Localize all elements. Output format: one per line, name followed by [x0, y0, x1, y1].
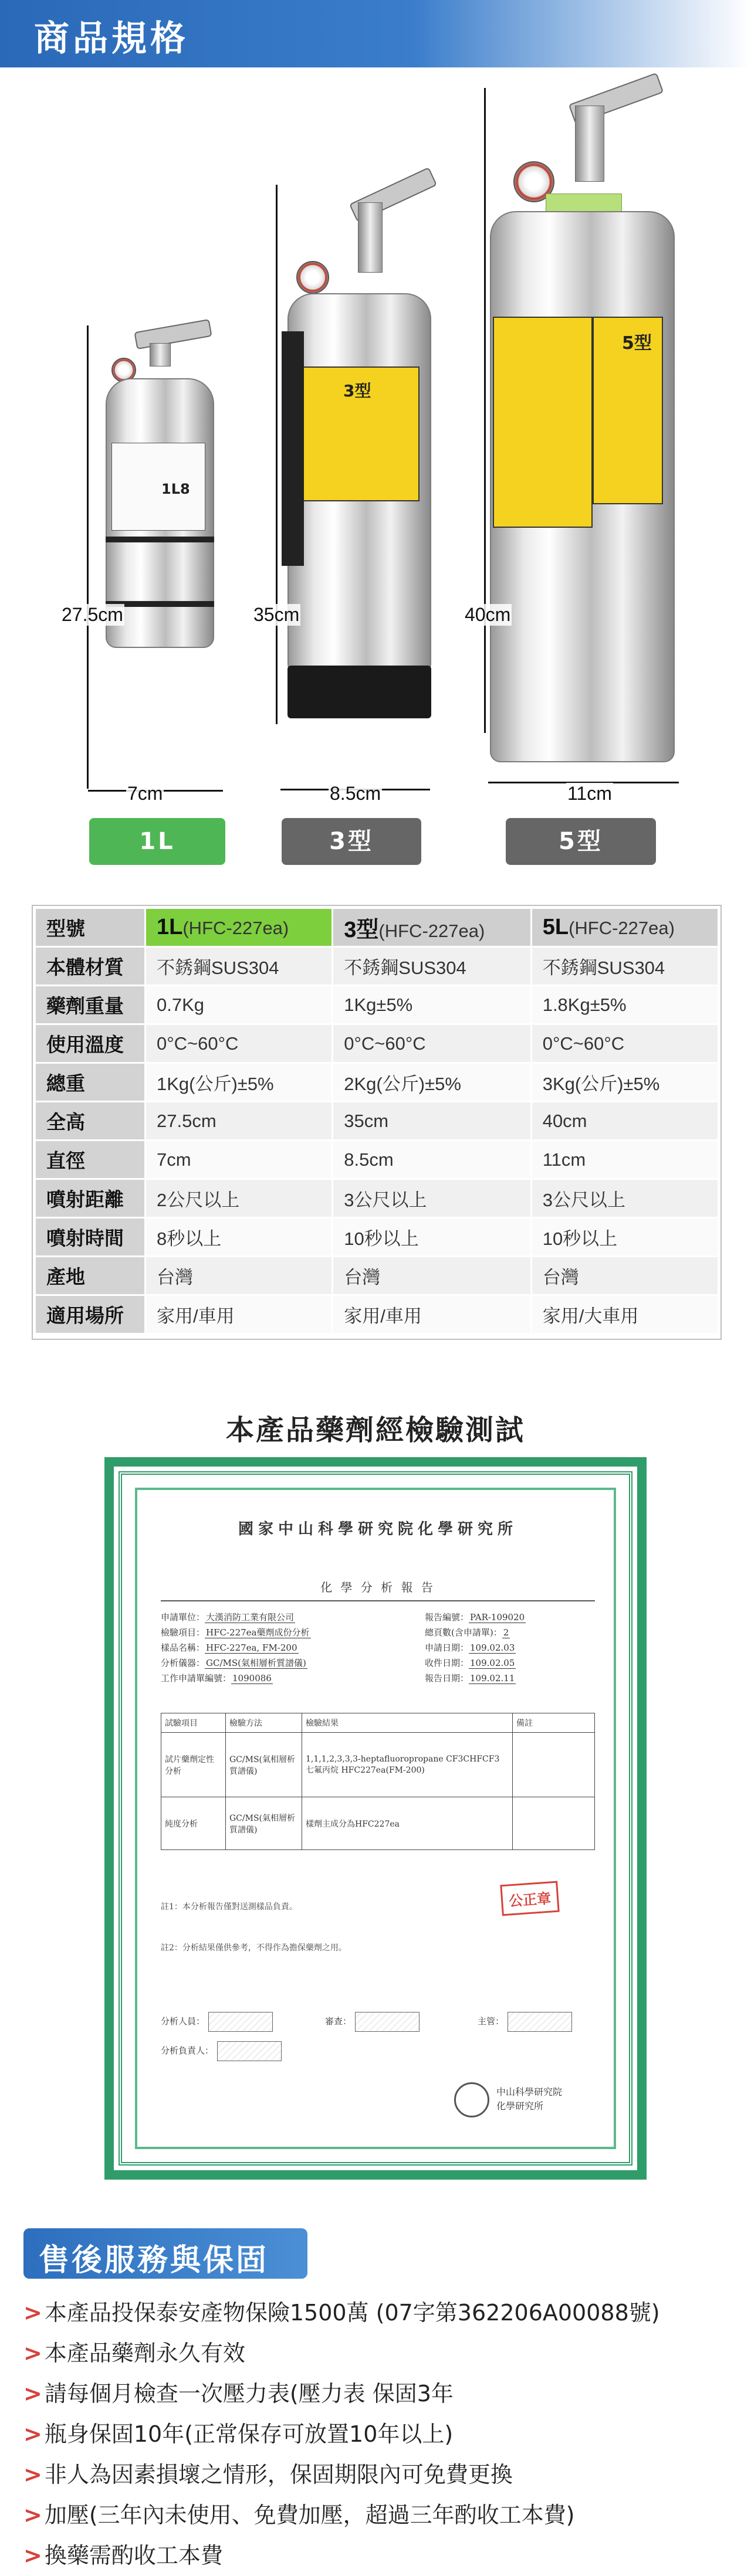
- cert-name: 樣品名稱： HFC-227ea, FM-200: [161, 1642, 297, 1653]
- cert-job: 工作申請單編號： 1090086: [161, 1673, 272, 1684]
- cert-applicant: 申請單位： 大漢消防工業有限公司: [161, 1612, 295, 1623]
- spec-header-banner: [0, 0, 751, 67]
- extinguisher-label-text: 3型: [343, 381, 371, 401]
- list-item: > 非人為因素損壞之情形，保固期限內可免費更換: [23, 2462, 513, 2487]
- chevron-right-icon: >: [23, 2421, 42, 2447]
- spec-table: [34, 907, 719, 1335]
- cert-note-1: 註1：本分析報告僅對送測樣品負責。: [161, 1902, 297, 1912]
- width-label-3: 8.5cm: [330, 783, 381, 804]
- model-button-3[interactable]: 3型: [282, 818, 421, 865]
- certificate-title: 本產品藥劑經檢驗測試: [225, 1414, 525, 1447]
- chevron-right-icon: >: [23, 2381, 42, 2407]
- extinguisher-1l-image: [88, 325, 223, 783]
- cert-org: 國家中山科學研究院化學研究所: [238, 1521, 517, 1538]
- height-label-3: 35cm: [253, 604, 300, 625]
- cert-pages: 總頁數(含申請單)： 2: [425, 1627, 509, 1638]
- cert-manager: 分析負責人：: [161, 2041, 282, 2061]
- list-item: > 加壓(三年內未使用、免費加壓，超過三年酌收工本費): [23, 2502, 575, 2528]
- cert-apply-date: 申請日期： 109.02.03: [425, 1642, 515, 1653]
- spec-row: 噴射距離 2公尺以上 3公尺以上 3公尺以上: [35, 1179, 719, 1218]
- height-label-5: 40cm: [465, 604, 511, 625]
- institute-emblem-icon: [454, 2082, 489, 2117]
- spec-model-row: [35, 908, 719, 947]
- after-sales-banner: [23, 2228, 307, 2279]
- cert-report-date: 報告日期： 109.02.11: [425, 1673, 515, 1684]
- spec-row: 藥劑重量 0.7Kg 1Kg±5% 1.8Kg±5%: [35, 986, 719, 1024]
- list-item: > 本產品藥劑永久有效: [23, 2340, 245, 2366]
- cert-emblem-dept: 化學研究所: [496, 2100, 544, 2112]
- cert-receive-date: 收件日期： 109.02.05: [425, 1658, 515, 1668]
- extinguisher-label-text: 5型: [622, 333, 652, 354]
- spec-model-1l: 1L(HFC-227ea): [146, 908, 333, 947]
- cert-note-2: 註2：分析結果僅供參考，不得作為擔保藥劑之用。: [161, 1943, 347, 1953]
- list-item: > 瓶身保固10年(正常保存可放置10年以上): [23, 2421, 454, 2447]
- spec-row: 本體材質 不銹鋼SUS304 不銹鋼SUS304 不銹鋼SUS304: [35, 947, 719, 986]
- pressure-gauge-icon: [296, 261, 329, 294]
- cert-emblem-org: 中山科學研究院: [496, 2086, 563, 2098]
- cert-result-table: 試驗項目 檢驗方法 檢驗結果 備註 試片藥劑定性分析 GC/MS(氣相層析質譜儀) 1,1,1,2,3,3,3-heptafluoropropane CF3CHFCF3 七氟丙烷 HFC227ea(FM-200) 純度分析 GC/MS(氣相層析質譜儀) 樣劑主成分為HFC227ea: [161, 1713, 595, 1850]
- width-label-5: 11cm: [567, 783, 612, 804]
- spec-model-5: 5L(HFC-227ea): [531, 908, 718, 947]
- after-sales-title: 售後服務與保固: [39, 2243, 269, 2278]
- spec-row: 適用場所 家用/車用 家用/車用 家用/大車用: [35, 1295, 719, 1334]
- model-button-1l[interactable]: 1L: [89, 818, 225, 865]
- chevron-right-icon: >: [23, 2340, 42, 2366]
- spec-model-head: 型號: [35, 908, 146, 947]
- spec-row: 全高 27.5cm 35cm 40cm: [35, 1102, 719, 1141]
- chevron-right-icon: >: [23, 2462, 42, 2487]
- spec-row: 總重 1Kg(公斤)±5% 2Kg(公斤)±5% 3Kg(公斤)±5%: [35, 1063, 719, 1102]
- certificate-image: [104, 1457, 647, 2180]
- extinguisher-3-image: [279, 185, 440, 783]
- model-button-5[interactable]: 5型: [506, 818, 656, 865]
- chevron-right-icon: >: [23, 2543, 42, 2568]
- chevron-right-icon: >: [23, 2502, 42, 2528]
- list-item: > 本產品投保泰安產物保險1500萬 (07字第362206A00088號): [23, 2300, 660, 2326]
- extinguisher-label-text: 1L8: [161, 481, 190, 497]
- cert-report-no: 報告編號： PAR-109020: [425, 1612, 525, 1623]
- spec-model-3: 3型(HFC-227ea): [333, 908, 531, 947]
- list-item: > 請每個月檢查一次壓力表(壓力表 保固3年: [23, 2381, 454, 2407]
- height-label-1l: 27.5cm: [62, 604, 123, 625]
- spec-row: 產地 台灣 台灣 台灣: [35, 1257, 719, 1295]
- spec-row: 噴射時間 8秒以上 10秒以上 10秒以上: [35, 1218, 719, 1257]
- handle-icon: [134, 319, 212, 349]
- cert-supervisor: 主管：: [478, 2012, 572, 2032]
- cert-method: 分析儀器： GC/MS(氣相層析質譜儀): [161, 1658, 306, 1668]
- spec-row: 直徑 7cm 8.5cm 11cm: [35, 1141, 719, 1179]
- extinguisher-5-image: [487, 88, 681, 786]
- width-label-1l: 7cm: [127, 783, 163, 804]
- product-gallery: [0, 67, 751, 865]
- list-item: > 換藥需酌收工本費: [23, 2543, 223, 2568]
- cert-sample: 檢驗項目： HFC-227ea藥劑成份分析: [161, 1627, 310, 1638]
- cert-analyst: 分析人員：: [161, 2012, 273, 2032]
- cert-stamp: 公正章: [500, 1881, 559, 1916]
- cert-reviewer: 審查：: [325, 2012, 420, 2032]
- after-sales-list: [23, 2293, 739, 2576]
- spec-header-title: 商品規格: [34, 18, 189, 59]
- cert-report-title: 化 學 分 析 報 告: [320, 1580, 435, 1594]
- chevron-right-icon: >: [23, 2300, 42, 2326]
- spec-row: 使用溫度 0°C~60°C 0°C~60°C 0°C~60°C: [35, 1024, 719, 1063]
